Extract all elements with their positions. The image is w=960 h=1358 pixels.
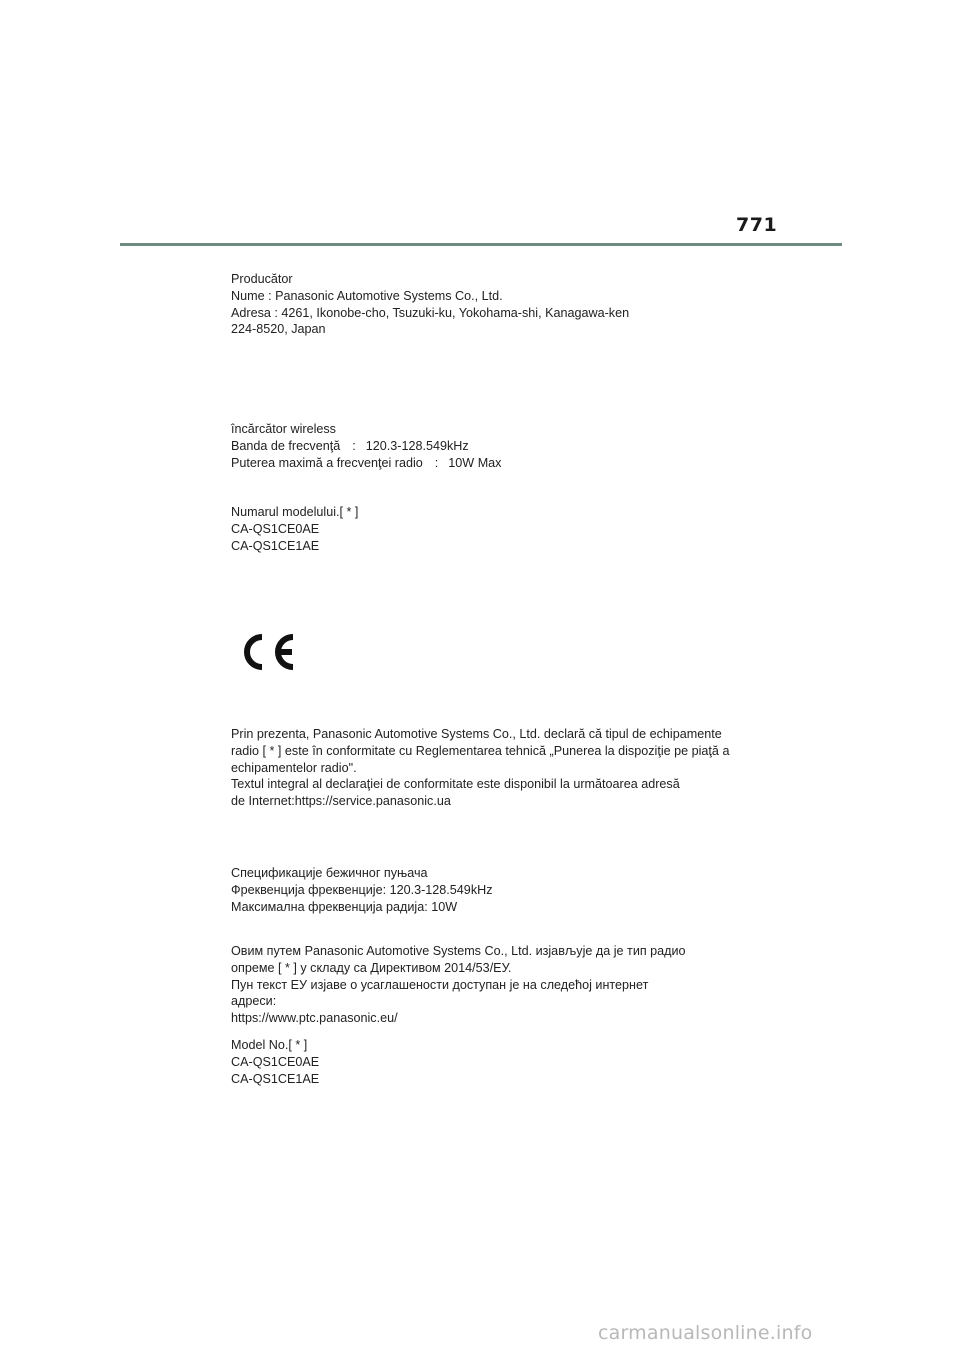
charger-heading-sr: Спецификације бежичног пуњача	[231, 866, 428, 880]
declaration-ro	[231, 726, 729, 810]
declaration-ro-line-4: Textul integral al declaraţiei de conformitate este disponibil la următoarea adresă	[231, 777, 680, 792]
frequency-band-separator: :	[352, 438, 356, 453]
declaration-ro-line-1: Prin prezenta, Panasonic Automotive Systems Co., Ltd. declară că tipul de echipamente	[231, 727, 722, 741]
charger-specs-sr	[231, 865, 493, 915]
manufacturer-block	[231, 271, 629, 338]
declaration-sr-line-2: опреме [ * ] у складу са Директивом 2014/53/ЕУ.	[231, 960, 512, 975]
declaration-ro-line-3: echipamentelor radio".	[231, 760, 357, 775]
frequency-band-value: 120.3-128.549kHz	[365, 438, 469, 453]
declaration-ro-line-5: de Internet:https://service.panasonic.ua	[231, 794, 451, 809]
manufacturer-address-line-2: 224-8520, Japan	[231, 322, 326, 337]
manufacturer-address-line-1: Adresa : 4261, Ikonobe-cho, Tsuzuki-ku, Yokohama-shi, Kanagawa-ken	[231, 305, 630, 320]
watermark: carmanualsonline.info	[598, 1322, 813, 1344]
model-number-2-en: CA-QS1CE1AE	[231, 1071, 320, 1086]
charger-heading-ro: încărcător wireless	[231, 422, 336, 436]
declaration-sr	[231, 943, 686, 1027]
charger-specs-ro	[231, 421, 501, 471]
max-power-label: Puterea maximă a frecvenţei radio	[231, 455, 423, 470]
page-number: 771	[736, 214, 778, 236]
model-number-1-ro: CA-QS1CE0AE	[231, 521, 320, 536]
frequency-row-sr: Фреквенција фреквенције: 120.3-128.549kHz	[231, 882, 493, 897]
model-numbers-en	[231, 1037, 319, 1087]
model-heading-ro: Numarul modelului.[ * ]	[231, 505, 359, 519]
max-power-row-sr: Максимална фреквенција радија: 10W	[231, 899, 458, 914]
ce-mark-icon	[240, 631, 298, 673]
max-power-row-ro	[231, 455, 501, 472]
declaration-ro-line-2: radio [ * ] este în conformitate cu Reglementarea tehnică „Punerea la dispoziţie pe piaţă a	[231, 743, 730, 758]
manufacturer-heading: Producător	[231, 272, 293, 286]
declaration-sr-line-4: адреси:	[231, 994, 277, 1009]
model-number-2-ro: CA-QS1CE1AE	[231, 538, 320, 553]
model-numbers-ro	[231, 504, 358, 554]
max-power-value: 10W Max	[448, 455, 502, 470]
declaration-sr-line-3: Пун текст ЕУ изјаве о усаглашености доступан је на следећој интернет	[231, 977, 649, 992]
manufacturer-name: Nume : Panasonic Automotive Systems Co., Ltd.	[231, 288, 503, 303]
frequency-band-row-ro	[231, 438, 501, 455]
max-power-separator: :	[434, 455, 439, 470]
model-heading-en: Model No.[ * ]	[231, 1038, 308, 1052]
frequency-band-label: Banda de frecvenţă	[231, 438, 341, 453]
declaration-sr-line-5: https://www.ptc.panasonic.eu/	[231, 1011, 398, 1026]
header-rule	[120, 243, 842, 246]
declaration-sr-line-1: Овим путем Panasonic Automotive Systems Co., Ltd. изјављује да је тип радио	[231, 944, 686, 958]
model-number-1-en: CA-QS1CE0AE	[231, 1054, 320, 1069]
